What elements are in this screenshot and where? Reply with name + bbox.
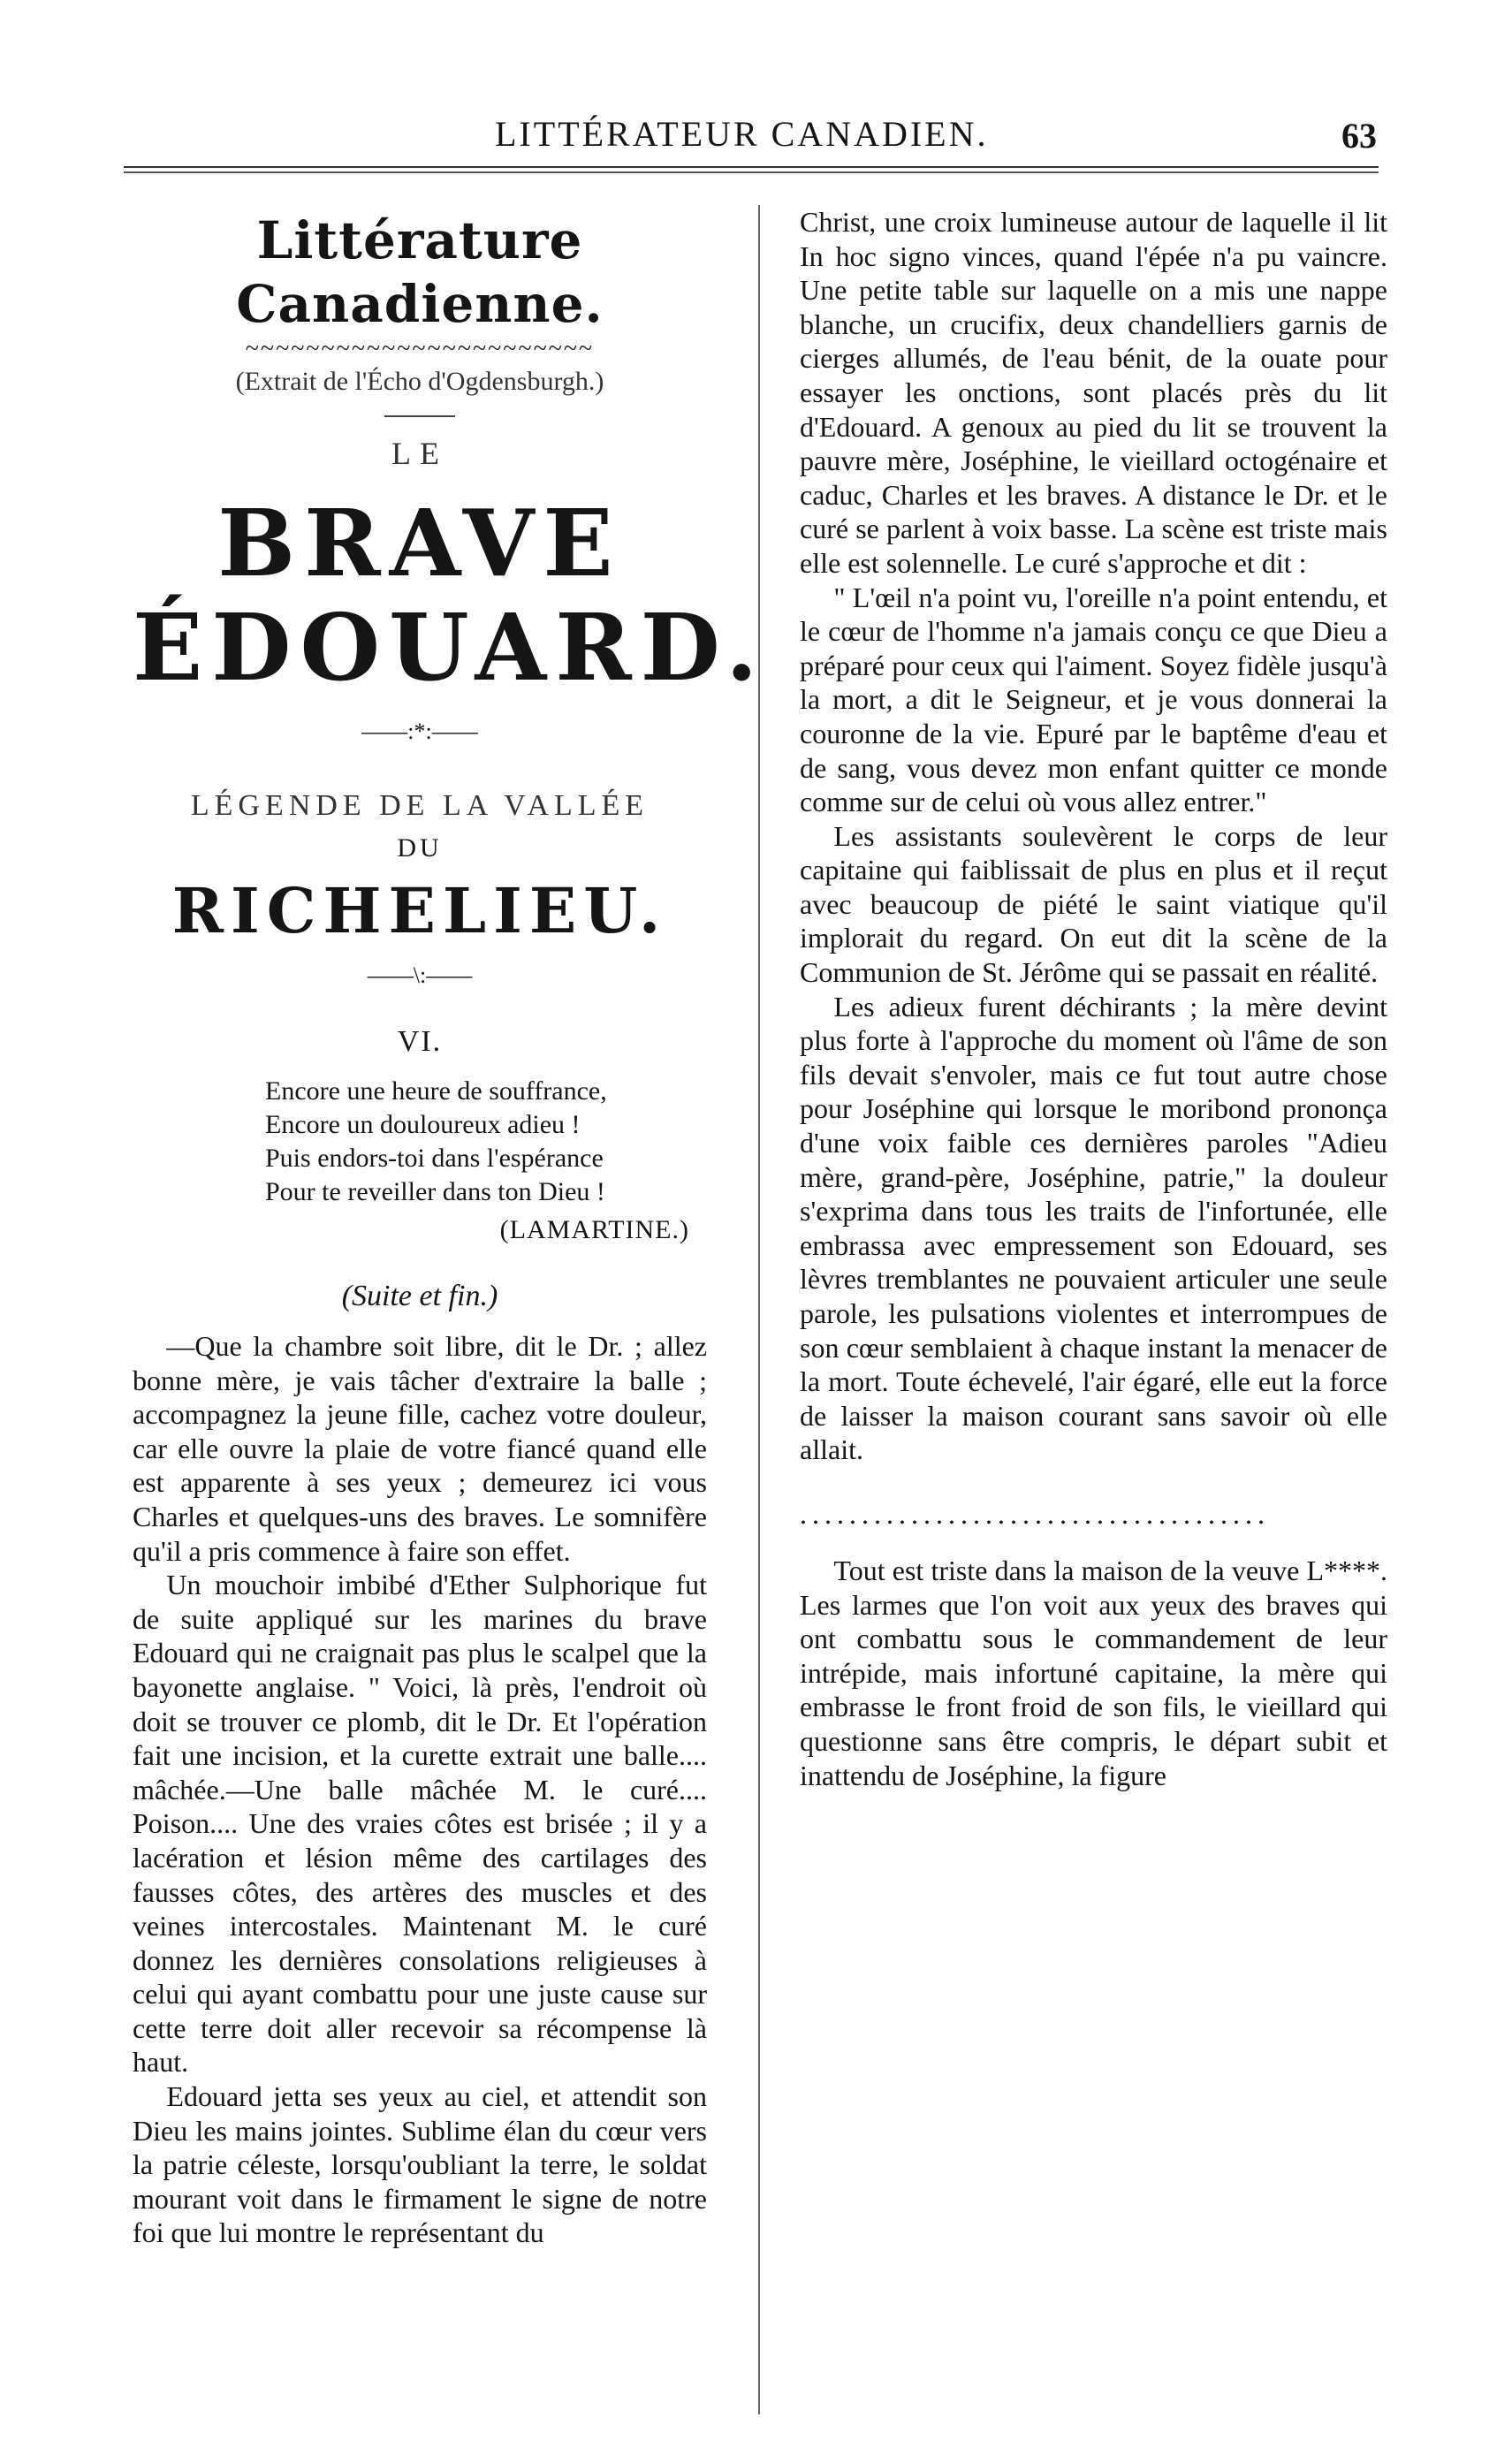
body-paragraph: Tout est triste dans la maison de la veuve L****. Les larmes que l'on voit aux yeux des braves qui ont combattu sous le commandement de leur intrépide, mais infortuné capitaine, la mère qui embrasse le front froid de son fils, le vieillard qui questionne sans être compris, le départ subit et inattendu de Joséphine, la figure [800,1554,1387,1791]
poem-verse: Pour te reveiller dans ton Dieu ! [265,1177,605,1206]
left-column [133,205,767,2250]
wavy-ornament: ~~~~~~~~~~~~~~~~~~~~~~~ [245,335,595,362]
body-paragraph: " L'œil n'a point vu, l'oreille n'a point entendu, et le cœur de l'homme n'a jamais conçu ce que Dieu a préparé pour ceux qui l'aiment. Soyez fidèle jusqu'à la mort, a dit le Seigneur, et je vous donnerai la couronne de la vie. Epuré par le baptême d'eau et de sang, vous devez mon enfant quitter ce monde comme sur de celui où vous allez entrer." [800,581,1387,818]
chapter-number: VI. [397,1025,443,1058]
body-paragraph: Christ, une croix lumineuse autour de laquelle il lit In hoc signo vinces, quand l'épée n'a pu vaincre. Une petite table sur laquelle on a mis une nappe blanche, un crucifix, deux chandelliers garnis de cierges allumés, de l'eau bénit, de la ouate pour essayer les onctions, sont placés près du lit d'Edouard. A genoux au pied du lit se trouvent la pauvre mère, Joséphine, le vieillard octogénaire et caduc, Charles et les braves. A distance le Dr. et le curé se parlent à voix basse. La scène est triste mais elle est solennelle. Le curé s'approche et dit : [800,206,1387,579]
ornament-divider-2: ——\:—— [367,962,473,988]
body-paragraph: Edouard jetta ses yeux au ciel, et attendit son Dieu les mains jointes. Sublime élan du cœur vers la patrie céleste, lorsqu'oubliant la terre, le soldat mourant voit dans le firmament le signe de notre foi que lui montre le représentant du [133,2080,707,2249]
extract-line: (Extrait de l'Écho d'Ogdensburgh.) [235,367,604,396]
story-title: BRAVE ÉDOUARD. [133,489,767,702]
ornament-divider: ——:*:—— [361,718,478,744]
page-number: 63 [1341,116,1377,156]
body-paragraph: Les assistants soulevèrent le corps de leur capitaine qui faiblissait de plus en plus et il reçut avec beaucoup de piété le saint viatique qu'il implorait du regard. On eut dit la scène de la Communion de St. Jérôme qui se passait en réalité. [800,819,1387,989]
right-column [800,205,1387,1792]
poem-author: (LAMARTINE.) [499,1215,689,1244]
poem-verse: Puis endors-toi dans l'espérance [265,1144,604,1173]
river-title: RICHELIEU. [171,874,668,947]
running-head-title: LITTÉRATEUR CANADIEN. [495,114,989,154]
poem-verse: Encore une heure de souffrance, [265,1076,607,1106]
column-divider [758,205,760,2414]
legend-subtitle: LÉGENDE DE LA VALLÉE [190,789,650,822]
subtitle-du: DU [397,833,443,863]
epigraph-poem [265,1075,707,1209]
section-title: Littérature Canadienne. [236,210,604,334]
continuation-note: (Suite et fin.) [341,1280,498,1312]
dotted-separator: ...................................... [800,1497,1270,1530]
short-rule [384,415,455,417]
poem-verse: Encore un douloureux adieu ! [265,1110,581,1139]
title-article: LE [391,436,448,471]
body-paragraph: Un mouchoir imbibé d'Ether Sulphorique fut de suite appliqué sur les marines du brave Edouard qui ne craignait pas plus le scalpel que la bayonette anglaise. " Voici, là près, l'endroit où doit se trouver ce plomb, dit le Dr. Et l'opération fait une incision, et la curette extrait une balle.... mâchée.—Une balle mâchée M. le curé.... Poison.... Une des vraies côtes est brisée ; il y a lacération et lésion même des cartilages des fausses côtes, des artères des muscles et des veines intercostales. Maintenant M. le curé donnez les dernières consolations religieuses à celui qui ayant combattu pour une juste cause sur cette terre doit aller recevoir sa récompense là haut. [133,1569,707,2079]
body-paragraph: Les adieux furent déchirants ; la mère devint plus forte à l'approche du moment où l'âme de son fils devait s'envoler, mais ce fut tout autre chose pour Joséphine qui lorsque le moribond prononça d'une voix faible ces dernières paroles "Adieu mère, grand-père, Joséphine, patrie," la douleur s'exprima dans tous les traits de l'infortunée, elle embrassa avec empressement son Edouard, ses lèvres tremblantes ne pouvaient articuler une seule parole, les pulsations violentes et interrompues de son cœur semblaient à chaque instant la menacer de la mort. Toute échevelé, l'air égaré, elle eut la force de laisser la maison courant sans savoir où elle allait. [800,990,1387,1466]
body-paragraph: —Que la chambre soit libre, dit le Dr. ; allez bonne mère, je vais tâcher d'extraire la balle ; accompagnez la jeune fille, cachez votre douleur, car elle ouvre la plaie de votre fiancé quand elle est apparente à ses yeux ; demeurez ici vous Charles et quelques-uns des braves. Le somnifère qu'il a pris commence à faire son effet. [133,1330,707,1567]
header-rule [124,166,1379,173]
